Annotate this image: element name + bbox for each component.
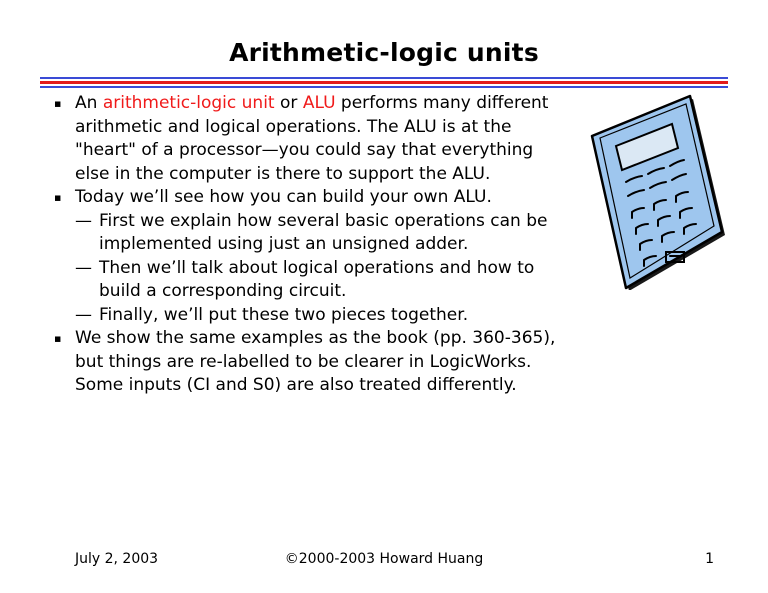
subitem-adder-operations <box>52 210 572 257</box>
subitem-text: Finally, we’ll put these two pieces together. <box>99 304 469 325</box>
dash-bullet-icon: — <box>75 210 92 231</box>
dash-bullet-icon: — <box>75 257 92 278</box>
square-bullet-icon: ▪ <box>54 97 62 110</box>
calculator-icon <box>586 94 726 290</box>
footer-date: July 2, 2003 <box>75 551 159 567</box>
bullet-build-alu <box>52 186 572 210</box>
bullet-text: We show the same examples as the book (pp. 360-365), but things are re-labelled to be clearer in LogicWorks. Some inputs (CI and S0) are also treated differently. <box>75 328 556 395</box>
subitem-text: First we explain how several basic operations can be implemented using just an unsigned adder. <box>99 210 548 254</box>
bullet-text: Today we’ll see how you can build your own ALU. <box>75 187 492 207</box>
dash-bullet-icon: — <box>75 304 92 325</box>
bullet-text-segment: An <box>75 93 103 113</box>
subitem-logical-operations <box>52 257 572 304</box>
slide-body <box>52 92 572 398</box>
subitem-combine-pieces <box>52 304 572 328</box>
subitem-text: Then we’ll talk about logical operations and how to build a corresponding circuit. <box>99 257 535 301</box>
title-divider-top <box>40 77 728 79</box>
footer-page-number: 1 <box>705 551 714 567</box>
highlight-term: ALU <box>302 93 336 113</box>
square-bullet-icon: ▪ <box>54 332 62 345</box>
square-bullet-icon: ▪ <box>54 191 62 204</box>
bullet-alu-definition <box>52 92 572 186</box>
bullet-text-segment: performs many different arithmetic and logical operations. The ALU is at the "heart" of a processor—you could say that everything else in the computer is there to support the ALU. <box>75 93 549 184</box>
highlight-term: arithmetic-logic unit <box>102 93 275 113</box>
bullet-text-segment: or <box>274 93 303 113</box>
slide-title: Arithmetic-logic units <box>229 38 539 67</box>
bullet-book-examples <box>52 327 572 398</box>
title-divider-bottom <box>40 86 728 88</box>
title-divider-middle <box>40 81 728 84</box>
footer-copyright: ©2000-2003 Howard Huang <box>284 551 484 567</box>
